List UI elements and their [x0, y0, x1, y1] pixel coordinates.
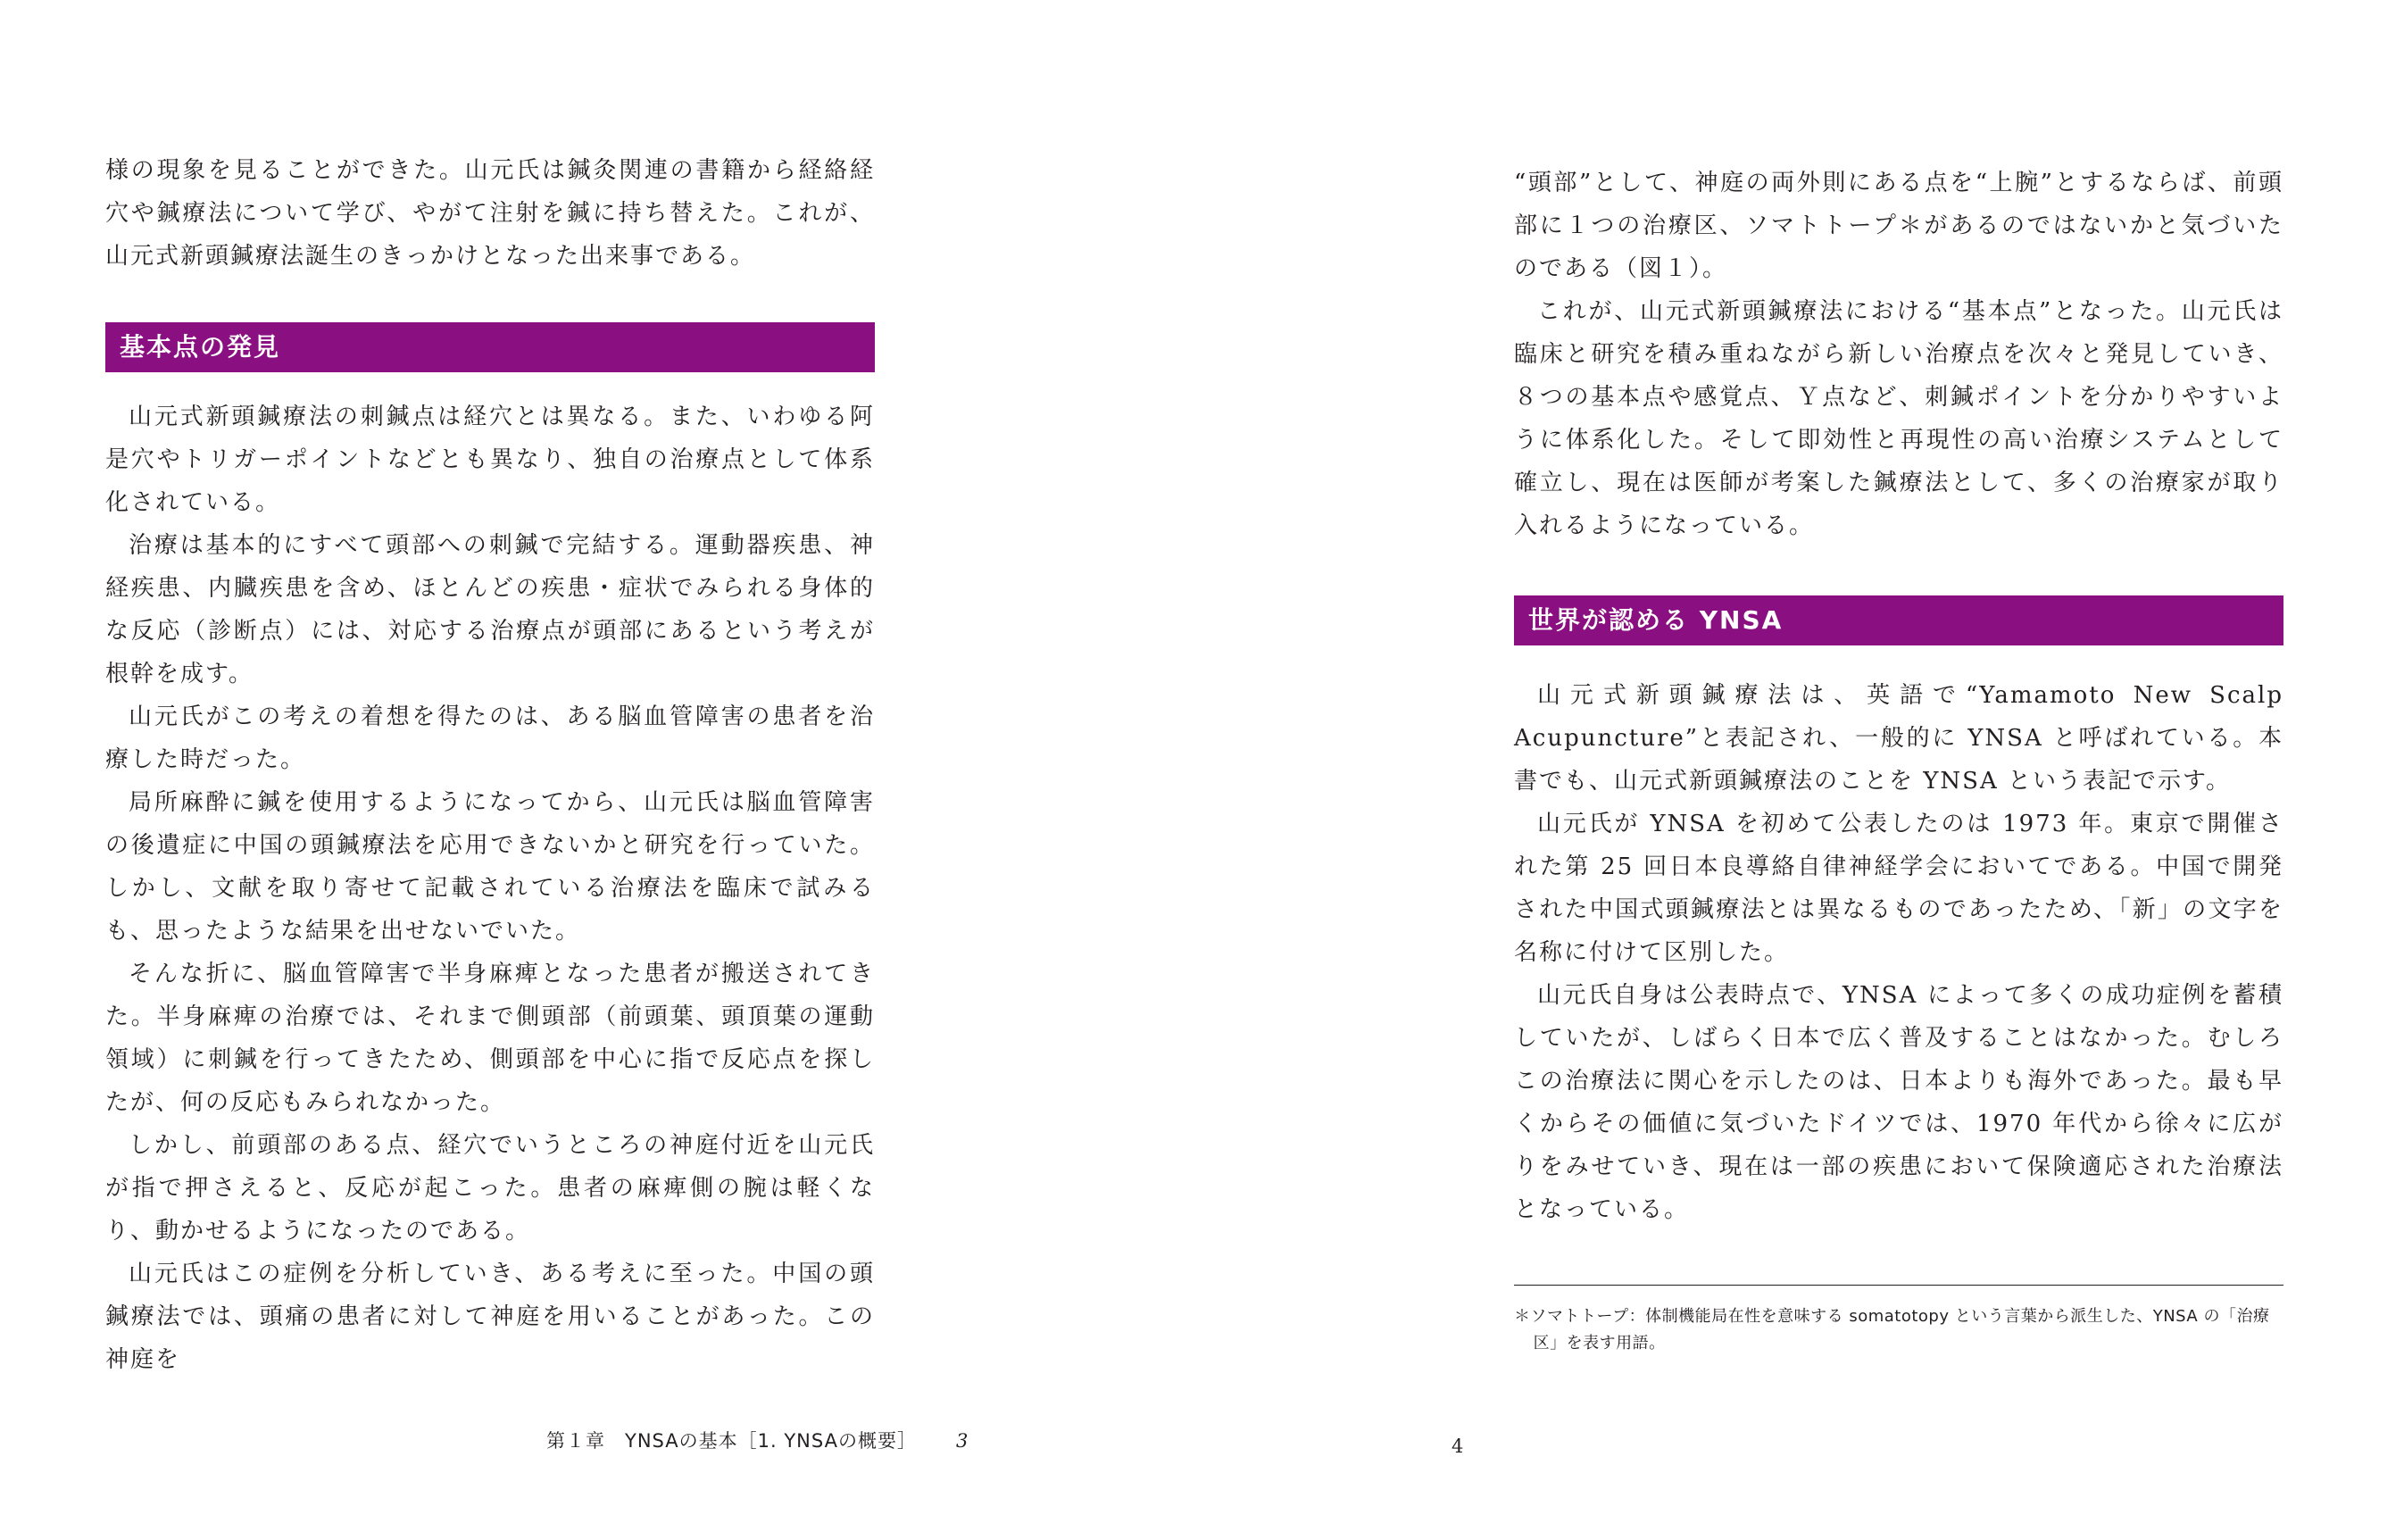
- footnote: ＊ソマトトープ：体制機能局在性を意味する somatotopy という言葉から派生した、YNSA の「治療区」を表す用語。: [1514, 1307, 2270, 1353]
- body-paragraph: 山元式新頭鍼療法の刺鍼点は経穴とは異なる。また、いわゆる阿是穴やトリガーポイントなどとも異なり、独自の治療点として体系化されている。: [105, 404, 875, 516]
- page-number-left: 3: [955, 1430, 969, 1452]
- running-footer: [546, 1427, 969, 1453]
- page-number-right: 4: [1452, 1436, 1464, 1457]
- footnote-divider: [1514, 1285, 2283, 1286]
- body-paragraph: 治療は基本的にすべて頭部への刺鍼で完結する。運動器疾患、神経疾患、内臓疾患を含め、ほとんどの疾患・症状でみられる身体的な反応（診断点）には、対応する治療点が頭部にあるという考えが根幹を成す。: [105, 532, 875, 687]
- body-paragraph: 山元氏自身は公表時点で、YNSA によって多くの成功症例を蓄積していたが、しばらく日本で広く普及することはなかった。むしろこの治療法に関心を示したのは、日本よりも海外であった。最も早くからその価値に気づいたドイツでは、1970 年代から徐々に広がりをみせていき、現在は一部の疾患において保険適応された治療法となっている。: [1514, 982, 2283, 1223]
- body-paragraph: 山元氏がこの考えの着想を得たのは、ある脳血管障害の患者を治療した時だった。: [105, 703, 875, 773]
- body-paragraph: 山元式新頭鍼療法は、英語で“Yamamoto New Scalp Acupuncture”と表記され、一般的に YNSA と呼ばれている。本書でも、山元式新頭鍼療法のことを YNSA という表記で示す。: [1514, 682, 2283, 795]
- section-heading-basic-points: 基本点の発見: [105, 322, 875, 372]
- section-heading-ynsa: 世界が認める YNSA: [1514, 595, 2283, 645]
- left-text-column: [105, 149, 875, 1381]
- right-page: [1202, 0, 2404, 1540]
- intro-paragraph: 様の現象を見ることができた。山元氏は鍼灸関連の書籍から経絡経穴や鍼療法について学び、やがて注射を鍼に持ち替えた。これが、山元式新頭鍼療法誕生のきっかけとなった出来事である。: [105, 157, 875, 270]
- body-paragraph: 局所麻酔に鍼を使用するようになってから、山元氏は脳血管障害の後遺症に中国の頭鍼療法を応用できないかと研究を行っていた。しかし、文献を取り寄せて記載されている治療法を臨床で試みるも、思ったような結果を出せないでいた。: [105, 789, 875, 945]
- body-paragraph: “頭部”として、神庭の両外則にある点を“上腕”とするならば、前頭部に１つの治療区、ソマトトープ＊があるのではないかと気づいたのである（図１）。: [1514, 170, 2283, 282]
- right-text-column: [1514, 162, 2283, 1357]
- body-paragraph: 山元氏が YNSA を初めて公表したのは 1973 年。東京で開催された第 25 回日本良導絡自律神経学会においてである。中国で開発された中国式頭鍼療法とは異なるものであったため、「新」の文字を名称に付けて区別した。: [1514, 811, 2283, 966]
- body-paragraph: しかし、前頭部のある点、経穴でいうところの神庭付近を山元氏が指で押さえると、反応が起こった。患者の麻痺側の腕は軽くなり、動かせるようになったのである。: [105, 1132, 875, 1244]
- body-paragraph: そんな折に、脳血管障害で半身麻痺となった患者が搬送されてきた。半身麻痺の治療では、それまで側頭部（前頭葉、頭頂葉の運動領域）に刺鍼を行ってきたため、側頭部を中心に指で反応点を探したが、何の反応もみられなかった。: [105, 961, 875, 1116]
- body-paragraph: これが、山元式新頭鍼療法における“基本点”となった。山元氏は臨床と研究を積み重ねながら新しい治療点を次々と発見していき、８つの基本点や感覚点、Ｙ点など、刺鍼ポイントを分かりやすいように体系化した。そして即効性と再現性の高い治療システムとして確立し、現在は医師が考案した鍼療法として、多くの治療家が取り入れるようになっている。: [1514, 298, 2283, 539]
- body-paragraph: 山元氏はこの症例を分析していき、ある考えに至った。中国の頭鍼療法では、頭痛の患者に対して神庭を用いることがあった。この神庭を: [105, 1261, 875, 1373]
- chapter-footer-text: 第１章 YNSAの基本［1. YNSAの概要］: [546, 1430, 917, 1452]
